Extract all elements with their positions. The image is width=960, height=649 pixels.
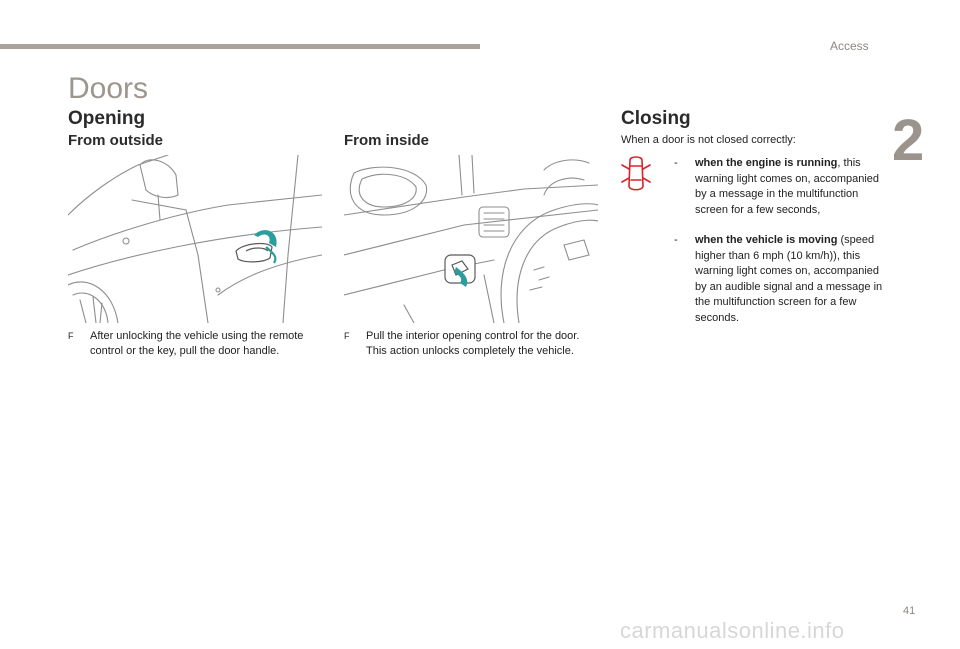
watermark: carmanualsonline.info: [620, 618, 845, 643]
bullet-mark: F: [344, 331, 350, 341]
dash-mark: -: [674, 234, 678, 246]
interior-door-illustration: [344, 155, 598, 323]
outside-instruction: [68, 329, 308, 379]
inside-instruction-text: Pull the interior opening control for the door. This action unlocks completely the vehicle.: [366, 330, 580, 357]
inside-instruction: [344, 329, 584, 379]
exterior-door-illustration: [68, 155, 322, 323]
condition-text: (speed higher than 6 mph (10 km/h)), this warning light comes on, accompanied by an audible signal and a message in the multifunction screen for a few seconds.: [695, 234, 883, 324]
closing-intro: When a door is not closed correctly:: [621, 134, 796, 146]
condition-bold: when the vehicle is moving: [695, 234, 838, 246]
bullet-mark: F: [68, 331, 74, 341]
closing-heading: Closing: [621, 108, 691, 129]
header-rule: [0, 44, 480, 49]
condition-text: , this warning light comes on, accompanied by a message in the multifunction screen for a few seconds,: [695, 157, 880, 216]
outside-instruction-text: After unlocking the vehicle using the remote control or the key, pull the door handle.: [90, 330, 304, 357]
opening-heading: Opening: [68, 108, 146, 129]
dash-mark: -: [674, 157, 678, 169]
page-title: Doors: [68, 72, 149, 105]
door-open-warning-icon: [619, 154, 653, 194]
chapter-number: 2: [892, 108, 925, 173]
closing-item-vehicle-moving: [674, 233, 884, 343]
condition-bold: when the engine is running: [695, 157, 838, 169]
page-number: 41: [903, 605, 916, 617]
from-inside-heading: From inside: [344, 132, 430, 149]
section-name: Access: [830, 39, 869, 53]
from-outside-heading: From outside: [68, 132, 164, 149]
closing-item-engine-running: [674, 156, 884, 234]
